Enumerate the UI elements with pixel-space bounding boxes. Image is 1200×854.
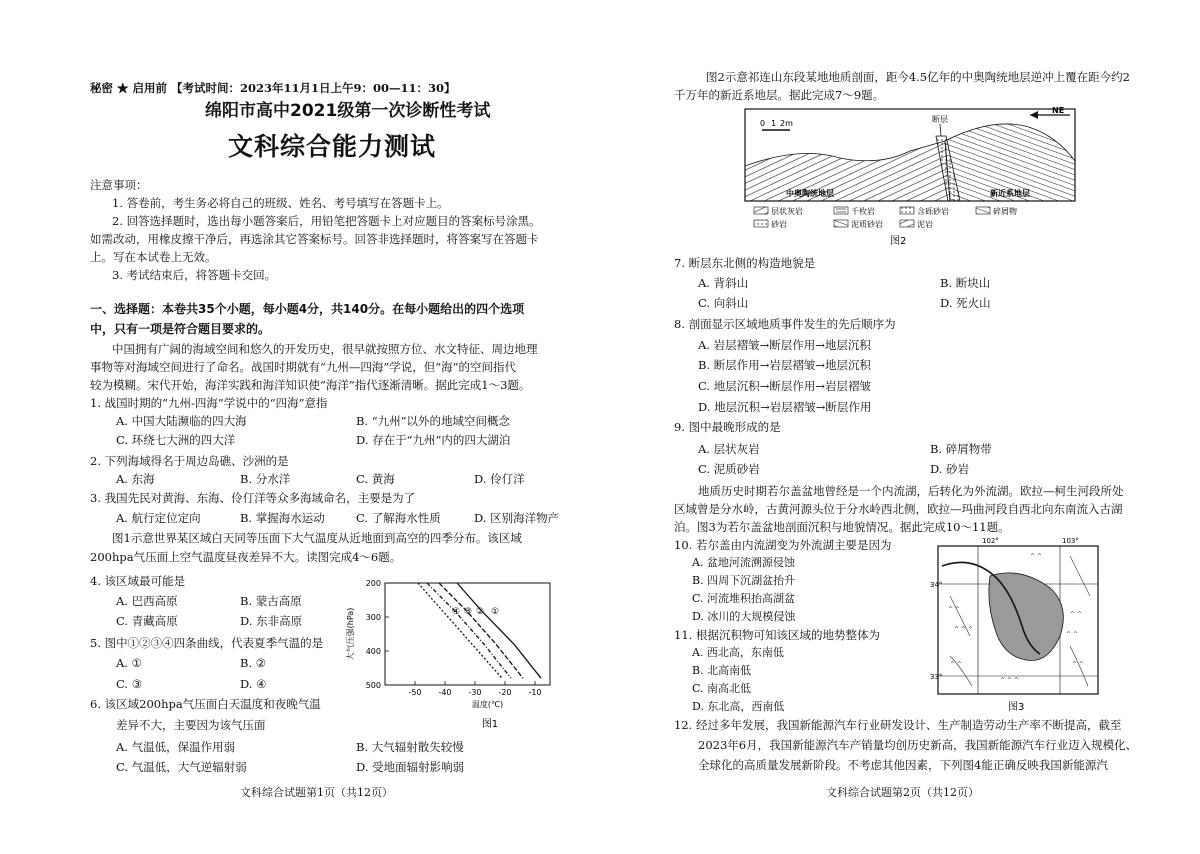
scale-label: 1: [771, 119, 777, 128]
figure-3-map: [930, 536, 1110, 714]
svg-text:^ ^: ^ ^: [1072, 661, 1084, 668]
notice-line: 2. 回答选择题时，选出每小题答案后，用铅笔把答题卡上对应题目的答案标号涂黑。: [112, 214, 541, 228]
longitude-label: 102°: [982, 537, 999, 545]
exam-header: 秘密 ★ 启用前 【考试时间：2023年11月1日上午9：00—11：30】: [90, 81, 456, 95]
question-4: 4. 该区域最可能是: [90, 574, 186, 588]
option: C. 泥质砂岩: [698, 462, 760, 476]
question-12: 12. 经过多年发展，我国新能源汽车行业研发设计、生产制造劳动生产率不断提高，截至: [674, 718, 1122, 732]
latitude-label: 33°: [930, 673, 943, 681]
option: A. 气温低，保温作用弱: [116, 740, 236, 754]
option: A. 岩层褶皱→断层作用→地层沉积: [698, 338, 871, 352]
figure-caption: 图3: [1008, 702, 1025, 713]
option: C. 气温低，大气逆辐射弱: [116, 760, 247, 774]
svg-text:^ ^: ^ ^: [948, 606, 960, 613]
question-9: 9. 图中最晚形成的是: [674, 420, 781, 434]
chart-axes: [385, 583, 550, 685]
section-heading: 一、选择题：本卷共35个小题，每小题4分，共140分。在每小题给出的四个选项: [90, 302, 525, 316]
figure-caption: 图1: [481, 719, 499, 730]
series-label: ③: [464, 607, 473, 618]
option: B. “九州”以外的地域空间概念: [356, 414, 511, 428]
page-footer: 文科综合试题第1页（共12页）: [240, 786, 393, 799]
option: D. 区别海洋物产: [474, 511, 560, 525]
question-6-cont: 差异不大，主要因为该气压面: [116, 718, 266, 732]
x-tick-label: -20: [498, 688, 512, 697]
intro-paragraph: 中国拥有广阔的海域空间和悠久的开发历史，很早就按照方位、水文特征、周边地理: [112, 342, 538, 356]
option: B. 北高南低: [692, 664, 752, 677]
option: D. 伶仃洋: [474, 472, 525, 486]
notice-line: 3. 考试结束后，将答题卡交回。: [112, 268, 277, 282]
scale-label: 2m: [780, 119, 793, 128]
legend-label: 砂岩: [771, 220, 787, 229]
legend-label: 千枚岩: [851, 207, 875, 216]
x-tick-label: -50: [408, 688, 422, 697]
figure-2-legend: [754, 206, 1017, 229]
option: A. 层状灰岩: [698, 442, 760, 456]
question-2: 2. 下列海域得名于周边岛礁、沙洲的是: [90, 454, 289, 468]
exam-subject: 文科综合能力测试: [228, 132, 437, 161]
option: D. ④: [240, 677, 267, 691]
series-label: ④: [452, 607, 461, 618]
intro-paragraph: 200hpa气压面上空气温度昼夜差异不大。读图完成4～6题。: [90, 550, 402, 564]
svg-text:^ ^: ^ ^: [950, 661, 962, 668]
y-tick-label: 400: [365, 647, 381, 656]
option: A. 航行定位定向: [116, 511, 201, 525]
legend-label: 含砾砂岩: [917, 207, 949, 216]
figure-1-chart: [345, 575, 560, 730]
legend-label: 泥岩: [917, 220, 933, 229]
intro-paragraph: 图2示意祁连山东段某地地质剖面，距今4.5亿年的中奥陶统地层逆冲上覆在距今约2: [706, 70, 1130, 84]
x-tick-label: -30: [468, 688, 482, 697]
legend-swatch: [834, 220, 848, 227]
question-6: 6. 该区域200hpa气压面白天温度和夜晚气温: [90, 697, 321, 711]
option: D. 东北高，西南低: [692, 700, 785, 713]
stratum-label: 新近系地层: [990, 189, 1030, 198]
option: B. 断层作用→岩层褶皱→地层沉积: [698, 358, 872, 372]
option: C. 青藏高原: [116, 614, 178, 628]
option: B. 掌握海水运动: [240, 511, 325, 525]
option: A. 盆地河流溯源侵蚀: [692, 556, 795, 569]
option: C. 河流堆积抬高湖盆: [692, 592, 796, 605]
option: D. 受地面辐射影响弱: [356, 760, 465, 774]
option: D. 死火山: [940, 296, 991, 310]
question-11: 11. 根据沉积物可知该区域的地势整体为: [674, 628, 880, 642]
page-footer: 文科综合试题第2页（共12页）: [826, 786, 979, 799]
plot-frame: [385, 583, 550, 685]
intro-paragraph: 事物等对海域空间进行了命名。战国时期就有“九州—四海”学说，但“海”的空间指代: [90, 360, 517, 374]
option: A. 西北高，东南低: [692, 646, 784, 659]
option: B. 碎屑物带: [930, 442, 992, 456]
intro-paragraph: 区域曾是分水岭，古黄河源头位于分水岭西北侧，欧拉—玛曲河段自西北向东南流入古湖: [674, 502, 1123, 516]
question-3: 3. 我国先民对黄海、东海、伶仃洋等众多海域命名，主要是为了: [90, 491, 416, 505]
latitude-label: 34°: [930, 581, 943, 589]
option: D. 东非高原: [240, 614, 303, 628]
legend-swatch: [834, 207, 848, 214]
option: B. 四周下沉湖盆抬升: [692, 574, 796, 587]
option: B. ②: [240, 656, 267, 670]
option: A. 东海: [116, 472, 155, 486]
section-heading: 中，只有一项是符合题目要求的。: [90, 322, 271, 336]
figure-2-profile: [740, 106, 1080, 248]
legend-swatch: [900, 220, 914, 227]
chart-series: [418, 583, 541, 678]
svg-text:^ ^ ^: ^ ^ ^: [1000, 677, 1019, 684]
option: B. 断块山: [940, 276, 991, 290]
x-tick-label: -10: [528, 688, 542, 697]
question-8: 8. 剖面显示区域地质事件发生的先后顺序为: [674, 317, 896, 331]
option: D. 冰川的大规模侵蚀: [692, 610, 796, 623]
legend-label: 泥质砂岩: [851, 220, 883, 229]
option: C. 黄海: [356, 472, 395, 486]
right-page: [600, 0, 1200, 854]
chart-labels: [345, 579, 542, 730]
legend-swatch: [754, 220, 768, 227]
question-7: 7. 断层东北侧的构造地貌是: [674, 256, 816, 270]
option: C. 向斜山: [698, 296, 749, 310]
question-5: 5. 图中①②③④四条曲线，代表夏季气温的是: [90, 636, 324, 650]
x-tick-label: -40: [438, 688, 452, 697]
legend-swatch: [900, 207, 914, 214]
option: B. 分水洋: [240, 472, 291, 486]
option: D. 砂岩: [930, 462, 970, 476]
direction-label: NE: [1052, 106, 1065, 115]
series-line: [439, 583, 523, 678]
question-12-cont: 2023年6月，我国新能源汽车产销量均创历史新高，我国新能源汽车行业迈入规模化、: [698, 738, 1138, 752]
scale-label: 0: [760, 119, 766, 128]
figure-caption: 图2: [890, 236, 907, 247]
fault-label: 断层: [932, 115, 948, 124]
y-tick-label: 200: [365, 579, 381, 588]
series-label: ①: [491, 607, 500, 618]
option: A. ①: [116, 656, 142, 670]
question-1: 1. 战国时期的“九州-四海”学说中的“四海”意指: [90, 396, 328, 410]
option: B. 大气辐射散失较慢: [356, 740, 464, 754]
svg-text:^ ^: ^ ^: [1066, 631, 1078, 638]
series-line: [418, 583, 502, 678]
intro-paragraph: 较为模糊。宋代开始，海洋实践和海洋知识使“海洋”指代逐渐清晰。据此完成1～3题。: [90, 378, 531, 392]
option: C. 了解海水性质: [356, 511, 441, 525]
y-tick-label: 500: [365, 681, 381, 690]
legend-label: 碎屑物: [993, 207, 1017, 216]
x-axis-label: 温度(℃): [471, 700, 504, 709]
option: D. 地层沉积→岩层褶皱→断层作用: [698, 400, 872, 414]
option: C. ③: [116, 677, 143, 691]
option: B. 蒙古高原: [240, 594, 302, 608]
option: C. 地层沉积→断层作用→岩层褶皱: [698, 379, 871, 393]
option: A. 中国大陆濒临的四大海: [116, 414, 247, 428]
notice-line: 1. 答卷前，考生务必将自己的班级、姓名、考号填写在答题卡上。: [112, 196, 449, 210]
legend-swatch: [976, 207, 990, 214]
option: A. 巴西高原: [116, 594, 178, 608]
legend-swatch: [754, 207, 768, 214]
y-axis-label: 大气压强(hPa): [346, 607, 355, 661]
notice-line: 上。写在本试卷上无效。: [90, 250, 217, 264]
notice-line: 如需改动，用橡皮擦干净后，再选涂其它答案标号。回答非选择题时，将答案写在答题卡: [90, 232, 539, 246]
question-10: 10. 若尔盖由内流湖变为外流湖主要是因为: [674, 538, 892, 552]
question-12-cont: 全球化的高质量发展新阶段。不考虑其他因素，下列图4能正确反映我国新能源汽: [698, 758, 1108, 772]
series-label: ②: [476, 607, 485, 618]
intro-paragraph: 图1示意世界某区域白天同等压面下大气温度从近地面到高空的四季分布。该区域: [112, 531, 522, 545]
svg-text:^ ^ ^: ^ ^ ^: [954, 626, 973, 633]
option: D. 存在于“九州”内的四大湖泊: [356, 433, 511, 447]
svg-text:^ ^: ^ ^: [1030, 553, 1042, 560]
longitude-label: 103°: [1062, 537, 1079, 545]
intro-paragraph: 地质历史时期若尔盖盆地曾经是一个内流湖，后转化为外流湖。欧拉—柯生河段所处: [698, 484, 1124, 498]
stratum-label: 中奥陶统地层: [786, 189, 834, 198]
intro-paragraph: 千万年的新近系地层。据此完成7～9题。: [674, 88, 885, 102]
legend-label: 层状灰岩: [771, 207, 803, 216]
notice-title: 注意事项：: [90, 178, 148, 192]
option: C. 南高北低: [692, 682, 752, 695]
svg-text:^ ^: ^ ^: [1070, 611, 1082, 618]
intro-paragraph: 泊。图3为若尔盖盆地剖面沉积与地貌情况。据此完成10～11题。: [674, 520, 1010, 534]
option: C. 环绕七大洲的四大洋: [116, 433, 236, 447]
y-tick-label: 300: [365, 613, 381, 622]
option: A. 背斜山: [698, 276, 749, 290]
exam-title: 绵阳市高中2021级第一次诊断性考试: [205, 101, 491, 121]
